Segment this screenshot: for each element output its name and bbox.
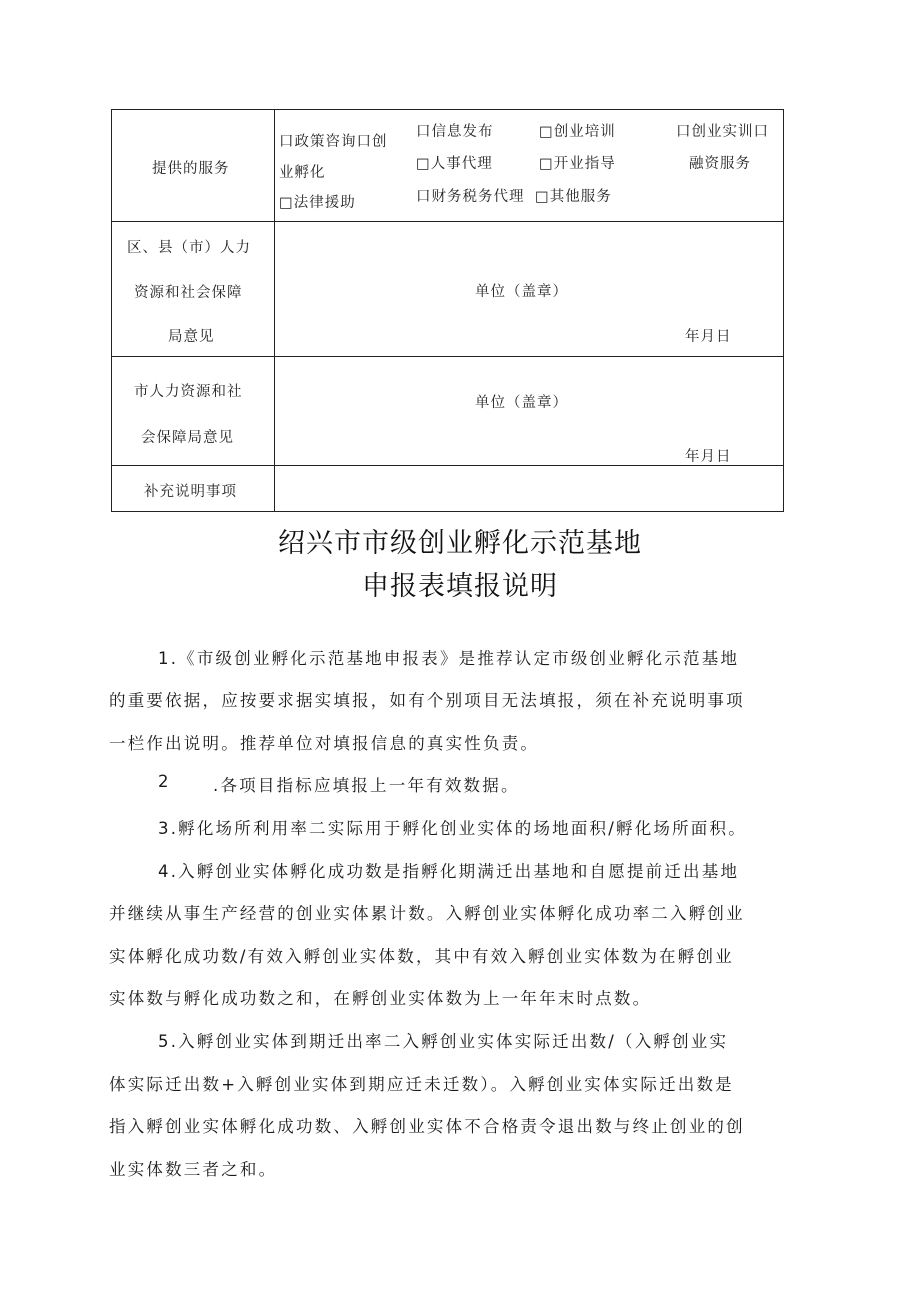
city-seal: 单位（盖章）	[475, 395, 568, 411]
city-opinion-label: 会保障局意见	[141, 430, 234, 446]
service-option[interactable]: 口财务税务代理	[416, 189, 525, 205]
city-opinion-label: 市人力资源和社	[134, 384, 243, 400]
service-option[interactable]: □法律援助	[279, 195, 356, 211]
instruction-line: 实体孵化成功数/有效入孵创业实体数，其中有效入孵创业实体数为在孵创业	[109, 947, 734, 966]
city-date: 年月日	[685, 449, 732, 465]
table-row-divider	[111, 221, 784, 222]
services-label: 提供的服务	[152, 161, 230, 177]
supplement-label: 补充说明事项	[144, 484, 237, 500]
instruction-line: 实体数与孵化成功数之和，在孵创业实体数为上一年年末时点数。	[109, 989, 652, 1008]
district-opinion-label: 局意见	[168, 329, 215, 345]
service-option-continued: 融资服务	[689, 156, 751, 172]
instruction-line: 的重要依据，应按要求据实填报，如有个别项目无法填报，须在补充说明事项	[109, 691, 745, 710]
instruction-line: 指入孵创业实体孵化成功数、入孵创业实体不合格责令退出数与终止创业的创	[109, 1117, 745, 1136]
instruction-line: 体实际迁出数+入孵创业实体到期应迁未迁数）。入孵创业实体实际迁出数是	[109, 1075, 734, 1094]
table-column-divider	[274, 109, 275, 512]
service-option[interactable]: □其他服务	[535, 189, 612, 205]
service-option-continued: 业孵化	[279, 165, 326, 181]
district-date: 年月日	[685, 329, 732, 345]
service-option[interactable]: □人事代理	[416, 156, 493, 172]
district-opinion-label: 资源和社会保障	[134, 285, 243, 301]
instruction-line: 1.《市级创业孵化示范基地申报表》是推荐认定市级创业孵化示范基地	[158, 649, 740, 668]
service-option[interactable]: 口政策咨询口创	[279, 134, 388, 150]
service-option[interactable]: 口创业实训口	[676, 124, 769, 140]
instruction-line: 一栏作出说明。推荐单位对填报信息的真实性负责。	[109, 734, 540, 753]
district-opinion-label: 区、县（市）人力	[127, 240, 251, 256]
instruction-line: 3.孵化场所利用率二实际用于孵化创业实体的场地面积/孵化场所面积。	[158, 819, 747, 838]
instruction-line: 5.入孵创业实体到期迁出率二入孵创业实体实际迁出数/（入孵创业实	[158, 1032, 729, 1051]
table-row-divider	[111, 356, 784, 357]
page-subtitle: 申报表填报说明	[362, 571, 558, 602]
service-option[interactable]: □创业培训	[539, 124, 616, 140]
district-seal: 单位（盖章）	[475, 284, 568, 300]
instruction-line: 4.入孵创业实体孵化成功数是指孵化期满迁出基地和自愿提前迁出基地	[158, 862, 740, 881]
instruction-line: 2	[158, 772, 171, 791]
instruction-line: .各项目指标应填报上一年有效数据。	[213, 776, 520, 795]
service-option[interactable]: 口信息发布	[416, 124, 494, 140]
page-title: 绍兴市市级创业孵化示范基地	[278, 528, 642, 559]
instruction-line: 并继续从事生产经营的创业实体累计数。入孵创业实体孵化成功率二入孵创业	[109, 904, 745, 923]
table-row-divider	[111, 465, 784, 466]
instruction-line: 业实体数三者之和。	[109, 1160, 278, 1179]
service-option[interactable]: □开业指导	[539, 156, 616, 172]
